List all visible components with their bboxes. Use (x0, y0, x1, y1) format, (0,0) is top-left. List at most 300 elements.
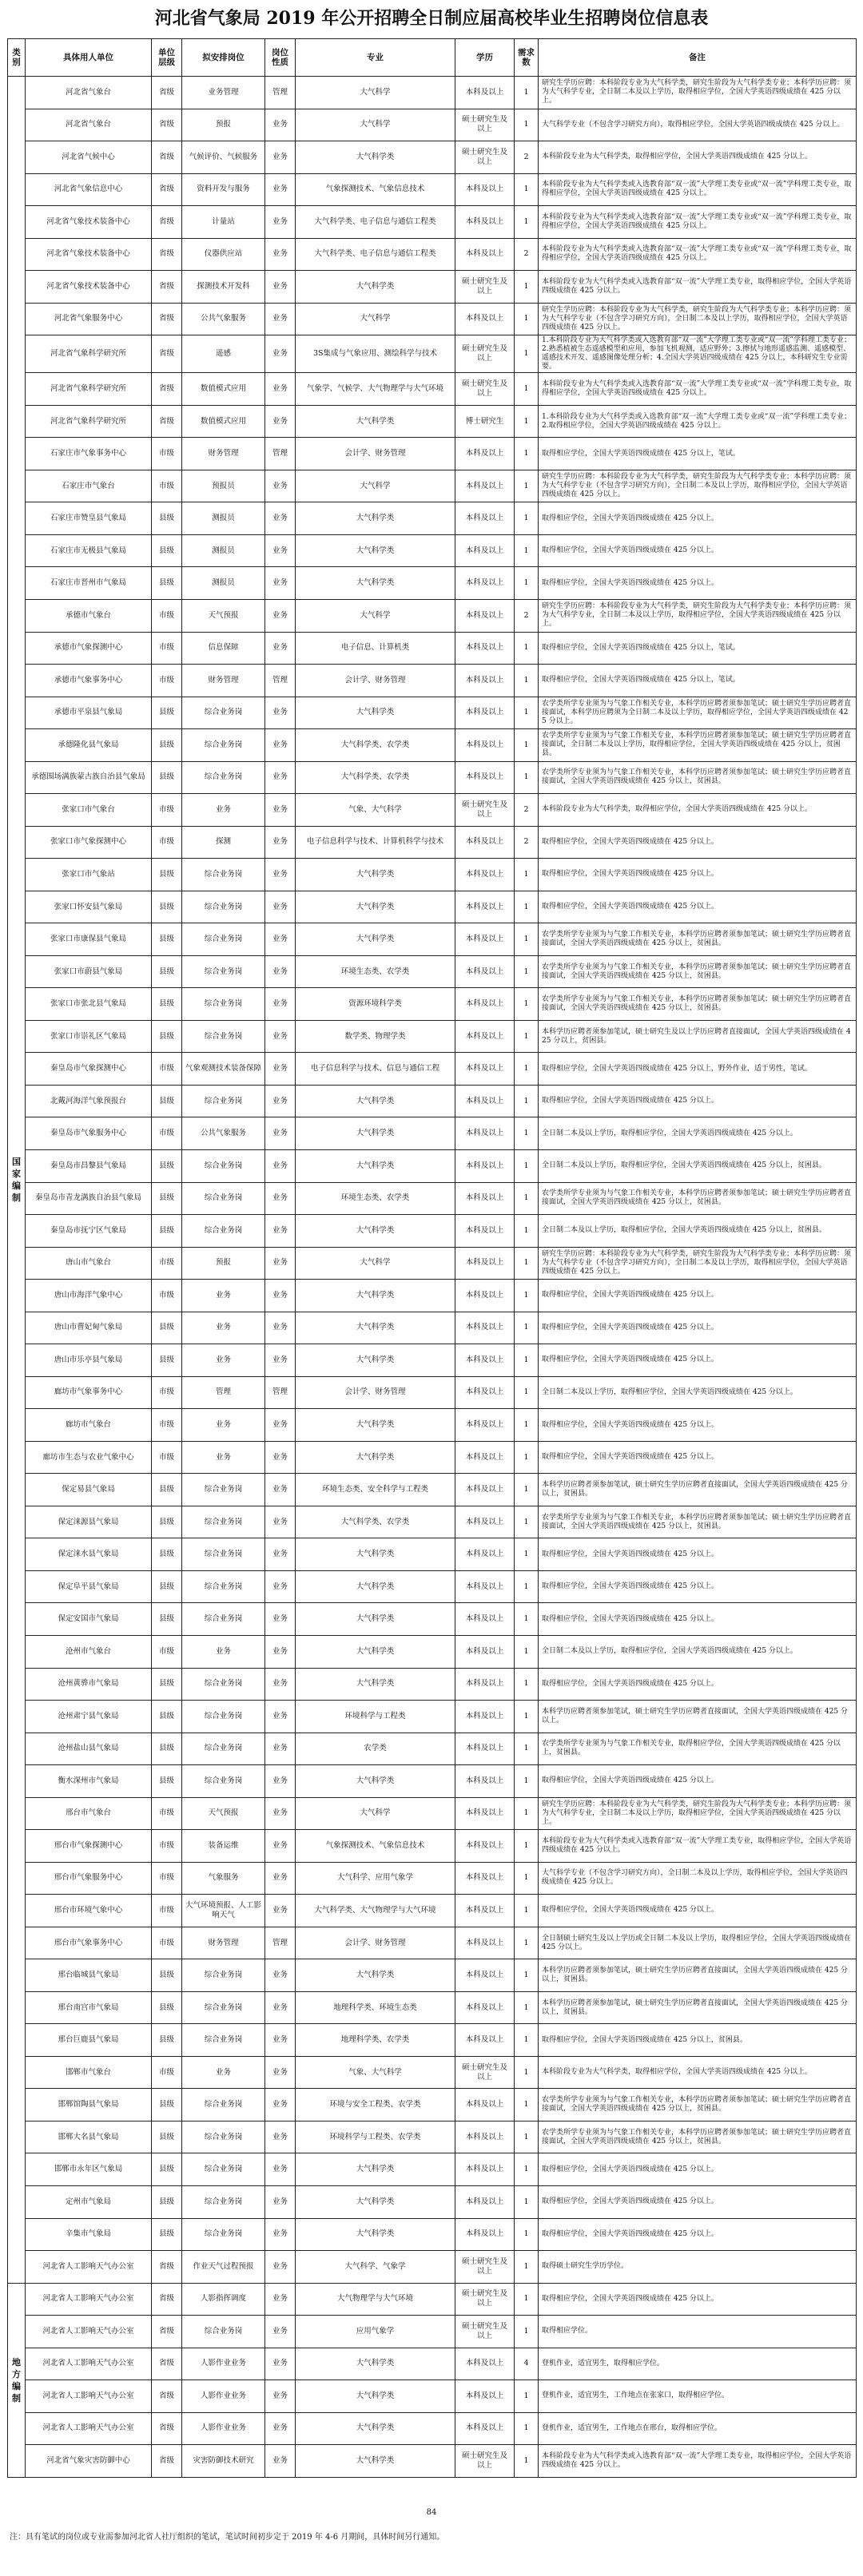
major-cell: 气象学、气候学、大气物理学与大气环境 (296, 373, 455, 406)
remark-cell: 取得相应学位，全国大学英语四级成绩在 425 分以上。 (539, 1280, 857, 1312)
count-cell: 1 (515, 1085, 539, 1117)
table-row (8, 2412, 857, 2445)
major-cell: 农学类 (296, 1733, 455, 1765)
level-cell: 县级 (152, 2218, 182, 2251)
major-cell: 环境科学与工程类、农学类 (296, 2121, 455, 2153)
education-cell: 本科及以上 (455, 1927, 515, 1959)
jobs-table (7, 38, 857, 2478)
position-cell: 综合业务岗 (182, 988, 265, 1021)
table-row (8, 470, 857, 502)
count-cell: 1 (515, 955, 539, 988)
major-cell: 环境与安全工程类、农学类 (296, 2089, 455, 2122)
position-cell: 综合业务岗 (182, 1085, 265, 1117)
education-cell: 本科及以上 (455, 2089, 515, 2122)
nature-cell: 业务 (265, 141, 296, 174)
table-row (8, 2283, 857, 2316)
nature-cell: 业务 (265, 238, 296, 271)
employer-cell: 邢台市环境气象中心 (26, 1895, 152, 1927)
count-cell: 1 (515, 1376, 539, 1409)
remark-cell: 农学类所学专业须为与气象工作相关专业，本科学历应聘者须参加笔试；硕士研究生学历应聘者直接面试，全国大学英语四级成绩在 425 分以上，贫困县。 (539, 2121, 857, 2153)
nature-cell: 业务 (265, 2348, 296, 2380)
table-row (8, 955, 857, 988)
education-cell: 本科及以上 (455, 1085, 515, 1117)
count-cell: 1 (515, 206, 539, 239)
table-row (8, 1020, 857, 1053)
table-row (8, 1247, 857, 1280)
remark-cell: 登机作业，适宜男生，取得相应学位。 (539, 2348, 857, 2380)
employer-cell: 河北省气象科学研究所 (26, 335, 152, 373)
table-row (8, 988, 857, 1021)
remark-cell: 取得相应学位，全国大学英语四级成绩在 425 分以上。 (539, 1895, 857, 1927)
level-cell: 省级 (152, 2445, 182, 2478)
level-cell: 市级 (152, 1441, 182, 1474)
count-cell: 1 (515, 2445, 539, 2478)
position-cell: 综合业务岗 (182, 1603, 265, 1636)
employer-cell: 承德市气象探测中心 (26, 632, 152, 665)
education-cell: 本科及以上 (455, 1409, 515, 1442)
education-cell: 本科及以上 (455, 1506, 515, 1538)
table-row (8, 1280, 857, 1312)
remark-cell: 取得相应学位，全国大学英语四级成绩在 425 分以上，笔试。 (539, 665, 857, 697)
education-cell: 本科及以上 (455, 632, 515, 665)
employer-cell: 河北省气象台 (26, 77, 152, 109)
count-cell: 1 (515, 1506, 539, 1538)
remark-cell: 取得相应学位，全国大学英语四级成绩在 425 分以上。 (539, 2218, 857, 2251)
level-cell: 省级 (152, 2412, 182, 2445)
remark-cell: 本科阶段专业为大气科学类或入选教育部“双一流”大学理工类专业或“双一流”学科理工类专业，取得相应学位，全国大学英语四级成绩在 425 分以上。 (539, 373, 857, 406)
table-row (8, 923, 857, 956)
level-cell: 市级 (152, 599, 182, 632)
nature-cell: 业务 (265, 761, 296, 794)
count-cell: 1 (515, 1635, 539, 1668)
remark-cell: 全日制二本及以上学历，取得相应学位，全国大学英语四级成绩在 425 分以上，贫困县。 (539, 1150, 857, 1183)
education-cell: 本科及以上 (455, 470, 515, 502)
employer-cell: 保定安国市气象局 (26, 1603, 152, 1636)
position-cell: 测报员 (182, 567, 265, 600)
remark-cell: 取得硕士研究生学历学位。 (539, 2251, 857, 2284)
remark-cell: 取得相应学位，全国大学英语四级成绩在 425 分以上。 (539, 1085, 857, 1117)
employer-cell: 河北省气象科学研究所 (26, 405, 152, 438)
remark-cell: 全日制硕士研究生及以上学历或全日制二本及以上学历，取得相应学位，全国大学英语四级成绩在 425 分以上。 (539, 1927, 857, 1959)
employer-cell: 河北省气候中心 (26, 141, 152, 174)
major-cell: 大气科学类 (296, 1344, 455, 1377)
employer-cell: 张家口市气象台 (26, 794, 152, 827)
remark-cell: 大气科学专业（不包含学习研究方向），全日制二本及以上学历，取得相应学位，全国大学英语四级成绩在 425 分以上。 (539, 1862, 857, 1895)
count-cell: 2 (515, 794, 539, 827)
position-cell: 人影作业业务 (182, 2412, 265, 2445)
position-cell: 综合业务岗 (182, 1020, 265, 1053)
employer-cell: 保定涞水县气象局 (26, 1538, 152, 1571)
education-cell: 本科及以上 (455, 1020, 515, 1053)
count-cell: 1 (515, 405, 539, 438)
position-cell: 综合业务岗 (182, 955, 265, 988)
remark-cell: 取得相应学位，全国大学英语四级成绩在 425 分以上。 (539, 859, 857, 891)
major-cell: 地理科学类、环境生态类 (296, 1991, 455, 2024)
position-cell: 综合业务岗 (182, 923, 265, 956)
position-cell: 探测技术开发科 (182, 271, 265, 304)
employer-cell: 沧州肃宁县气象局 (26, 1701, 152, 1733)
count-cell: 1 (515, 1603, 539, 1636)
education-cell: 本科及以上 (455, 1668, 515, 1701)
remark-cell: 研究生学历应聘：本科阶段专业为大气科学类，研究生阶段为大气科学类专业；本科学历应聘：须为大气科学专业，全日制二本及以上学历，取得相应学位，全国大学英语四级成绩在 425 分以上。 (539, 77, 857, 109)
nature-cell: 业务 (265, 2380, 296, 2413)
education-cell: 本科及以上 (455, 1797, 515, 1830)
employer-cell: 承德隆化县气象局 (26, 729, 152, 762)
remark-cell: 登机作业，适宜男生，工作地点在邢台，取得相应学位。 (539, 2412, 857, 2445)
level-cell: 县级 (152, 1765, 182, 1798)
employer-cell: 石家庄市气象台 (26, 470, 152, 502)
level-cell: 县级 (152, 955, 182, 988)
position-cell: 业务 (182, 2056, 265, 2089)
employer-cell: 邢台南宫市气象局 (26, 1991, 152, 2024)
education-cell: 博士研究生 (455, 405, 515, 438)
employer-cell: 河北省人工影响天气办公室 (26, 2380, 152, 2413)
employer-cell: 辛集市气象局 (26, 2218, 152, 2251)
table-row (8, 1053, 857, 1086)
table-row (8, 271, 857, 304)
nature-cell: 业务 (265, 109, 296, 141)
count-cell: 1 (515, 109, 539, 141)
table-row (8, 1991, 857, 2024)
position-cell: 综合业务岗 (182, 2186, 265, 2219)
position-cell: 财务管理 (182, 665, 265, 697)
education-cell: 本科及以上 (455, 1991, 515, 2024)
position-cell: 综合业务岗 (182, 729, 265, 762)
table-row (8, 891, 857, 923)
nature-cell: 业务 (265, 2218, 296, 2251)
level-cell: 省级 (152, 173, 182, 206)
education-cell: 本科及以上 (455, 1603, 515, 1636)
count-cell: 1 (515, 303, 539, 335)
remark-cell: 农学类所学专业须为与气象工作相关专业，本科学历应聘者须参加笔试；硕士研究生学历应聘者直接面试，全国大学英语四级成绩在 425 分以上，贫困县。 (539, 2089, 857, 2122)
table-row (8, 1927, 857, 1959)
position-cell: 资料开发与服务 (182, 173, 265, 206)
position-cell: 数值模式应用 (182, 373, 265, 406)
remark-cell: 取得相应学位，全国大学英语四级成绩在 425 分以上。 (539, 1409, 857, 1442)
level-cell: 县级 (152, 988, 182, 1021)
education-cell: 硕士研究生及以上 (455, 109, 515, 141)
count-cell: 1 (515, 271, 539, 304)
count-cell: 1 (515, 1117, 539, 1150)
nature-cell: 业务 (265, 1991, 296, 2024)
level-cell: 省级 (152, 271, 182, 304)
employer-cell: 沧州盐山县气象局 (26, 1733, 152, 1765)
nature-cell: 业务 (265, 1474, 296, 1506)
level-cell: 县级 (152, 1668, 182, 1701)
level-cell: 市级 (152, 1409, 182, 1442)
education-cell: 本科及以上 (455, 1959, 515, 1992)
nature-cell: 业务 (265, 826, 296, 859)
employer-cell: 河北省气象台 (26, 109, 152, 141)
major-cell: 大气科学类 (296, 567, 455, 600)
education-cell: 本科及以上 (455, 1570, 515, 1603)
remark-cell: 全日制二本及以上学历，取得相应学位，全国大学英语四级成绩在 425 分以上。 (539, 1376, 857, 1409)
remark-cell: 研究生学历应聘：本科阶段专业为大气科学类，研究生阶段为大气科学类专业；本科学历应聘：须为大气科学专业，全日制二本及以上学历，取得相应学位，全国大学英语四级成绩在 425 分以上。 (539, 599, 857, 632)
education-cell: 本科及以上 (455, 1053, 515, 1086)
remark-cell: 本科学历应聘者须参加笔试，硕士研究生学历应聘者直接面试，全国大学英语四级成绩在 425 分以上，贫困县。 (539, 1991, 857, 2024)
education-cell: 本科及以上 (455, 1733, 515, 1765)
position-cell: 业务 (182, 1635, 265, 1668)
position-cell: 气象观测技术装备保障 (182, 1053, 265, 1086)
major-cell: 大气科学类 (296, 1409, 455, 1442)
major-cell: 大气科学类、农学类 (296, 729, 455, 762)
education-cell: 本科及以上 (455, 2412, 515, 2445)
header-row (8, 39, 857, 77)
nature-cell: 业务 (265, 1538, 296, 1571)
nature-cell: 业务 (265, 1765, 296, 1798)
nature-cell: 业务 (265, 303, 296, 335)
major-cell: 大气科学类 (296, 1603, 455, 1636)
major-cell: 大气科学 (296, 1247, 455, 1280)
table-row (8, 2251, 857, 2284)
count-cell: 1 (515, 2186, 539, 2219)
major-cell: 大气科学类 (296, 697, 455, 729)
education-cell: 本科及以上 (455, 206, 515, 239)
level-cell: 县级 (152, 1701, 182, 1733)
nature-cell: 管理 (265, 665, 296, 697)
education-cell: 本科及以上 (455, 1247, 515, 1280)
level-cell: 县级 (152, 1570, 182, 1603)
category-cell: 地方编制 (8, 2283, 26, 2477)
major-cell: 大气科学 (296, 470, 455, 502)
remark-cell: 本科阶段专业为大气科学类或入选教育部“双一流”大学理工类专业，取得相应学位，全国大学英语四级成绩在 425 分以上。 (539, 2445, 857, 2478)
count-cell: 1 (515, 1020, 539, 1053)
level-cell: 市级 (152, 470, 182, 502)
major-cell: 大气科学类、电子信息与通信工程类 (296, 238, 455, 271)
education-cell: 本科及以上 (455, 1376, 515, 1409)
level-cell: 县级 (152, 859, 182, 891)
nature-cell: 业务 (265, 2412, 296, 2445)
page-title: 河北省气象局 2019 年公开招聘全日制应届高校毕业生招聘岗位信息表 (154, 8, 709, 29)
employer-cell: 秦皇岛市气象探测中心 (26, 1053, 152, 1086)
count-cell: 2 (515, 141, 539, 174)
nature-cell: 业务 (265, 2121, 296, 2153)
major-cell: 大气科学类 (296, 1215, 455, 1248)
table-row (8, 1570, 857, 1603)
level-cell: 省级 (152, 109, 182, 141)
remark-cell: 取得相应学位，全国大学英语四级成绩在 425 分以上。 (539, 1668, 857, 1701)
employer-cell: 衡水深州市气象局 (26, 1765, 152, 1798)
level-cell: 省级 (152, 141, 182, 174)
position-cell: 业务 (182, 1441, 265, 1474)
major-cell: 大气科学类 (296, 923, 455, 956)
position-cell: 业务 (182, 1280, 265, 1312)
position-cell: 综合业务岗 (182, 1991, 265, 2024)
count-cell: 1 (515, 761, 539, 794)
table-row (8, 2089, 857, 2122)
count-cell: 1 (515, 335, 539, 373)
level-cell: 市级 (152, 665, 182, 697)
level-cell: 县级 (152, 1085, 182, 1117)
employer-cell: 定州市气象局 (26, 2186, 152, 2219)
remark-cell: 取得相应学位，全国大学英语四级成绩在 425 分以上。 (539, 567, 857, 600)
nature-cell: 业务 (265, 1085, 296, 1117)
position-cell: 天气预报 (182, 1797, 265, 1830)
remark-cell: 取得相应学位，全国大学英语四级成绩在 425 分以上。 (539, 2283, 857, 2316)
nature-cell: 业务 (265, 891, 296, 923)
education-cell: 本科及以上 (455, 238, 515, 271)
position-cell: 业务 (182, 794, 265, 827)
major-cell: 大气科学类 (296, 2412, 455, 2445)
position-cell: 管理 (182, 1376, 265, 1409)
major-cell: 气象、大气科学 (296, 794, 455, 827)
remark-cell: 1.本科阶段专业为大气科学类或入选教育部“双一流”大学理工类专业或“双一流”学科理工类专业；2.熟悉植被生态遥感模型和应用，参加飞机观测，适应野外；3.擦拭与地形遥感监测、遥感模型、遥感技术开发、遥感图像处理分析；4.全国大学英语四级成绩在 425 分以上，本科研究生专业需要。 (539, 335, 857, 373)
employer-cell: 唐山市曹妃甸气象局 (26, 1312, 152, 1344)
remark-cell: 本科阶段专业为大气科学类或入选教育部“双一流”大学理工类专业或“双一流”学科理工类专业，取得相应学位，全国大学英语四级成绩在 425 分以上。 (539, 206, 857, 239)
nature-cell: 业务 (265, 1247, 296, 1280)
remark-cell: 取得相应学位，全国大学英语四级成绩在 425 分以上，笔试。 (539, 632, 857, 665)
level-cell: 县级 (152, 502, 182, 535)
count-cell: 1 (515, 2380, 539, 2413)
education-cell: 硕士研究生及以上 (455, 2251, 515, 2284)
table-row (8, 2380, 857, 2413)
position-cell: 综合业务岗 (182, 1150, 265, 1183)
employer-cell: 秦皇岛市青龙满族自治县气象局 (26, 1182, 152, 1215)
major-cell: 环境生态类、安全科学与工程类 (296, 1474, 455, 1506)
employer-cell: 河北省气象技术装备中心 (26, 238, 152, 271)
level-cell: 县级 (152, 891, 182, 923)
level-cell: 县级 (152, 1150, 182, 1183)
table-row (8, 303, 857, 335)
major-cell: 大气科学类 (296, 891, 455, 923)
employer-cell: 秦皇岛市抚宁区气象局 (26, 1215, 152, 1248)
employer-cell: 保定涞源县气象局 (26, 1506, 152, 1538)
count-cell: 1 (515, 1991, 539, 2024)
major-cell: 大气科学类 (296, 2445, 455, 2478)
level-cell: 省级 (152, 238, 182, 271)
count-cell: 1 (515, 1830, 539, 1863)
major-cell: 大气科学类 (296, 502, 455, 535)
major-cell: 大气科学类 (296, 271, 455, 304)
table-row (8, 1150, 857, 1183)
education-cell: 本科及以上 (455, 988, 515, 1021)
count-cell: 1 (515, 77, 539, 109)
table-row (8, 665, 857, 697)
table-row (8, 1312, 857, 1344)
count-cell: 1 (515, 1215, 539, 1248)
remark-cell: 研究生学历应聘：本科阶段专业为大气科学类，研究生阶段为大气科学类专业；本科学历应聘：须为大气科学专业（不包含学习研究方向），全日制二本及以上学历，取得相应学位，全国大学英语四级成绩在 425 分以上。 (539, 470, 857, 502)
count-cell: 1 (515, 1668, 539, 1701)
employer-cell: 邢台市气象事务中心 (26, 1927, 152, 1959)
employer-cell: 沧州市气象台 (26, 1635, 152, 1668)
count-cell: 1 (515, 1797, 539, 1830)
major-cell: 大气科学类 (296, 2380, 455, 2413)
position-cell: 仪器供应站 (182, 238, 265, 271)
nature-cell: 业务 (265, 1409, 296, 1442)
remark-cell: 取得相应学位，全国大学英语四级成绩在 425 分以上。 (539, 826, 857, 859)
remark-cell: 农学类所学专业须为与气象工作相关专业，本科学历应聘者须参加笔试；硕士研究生学历应聘者直接面试，本科学历应聘须为全日制二本及以上学历，取得相应学位，全国大学英语四级成绩在 425 分以上。 (539, 697, 857, 729)
nature-cell: 业务 (265, 2251, 296, 2284)
level-cell: 市级 (152, 1247, 182, 1280)
nature-cell: 业务 (265, 2153, 296, 2186)
position-cell: 气候评价、气候服务 (182, 141, 265, 174)
level-cell: 省级 (152, 2348, 182, 2380)
employer-cell: 唐山市气象台 (26, 1247, 152, 1280)
remark-cell: 取得相应学位，全国大学英语四级成绩在 425 分以上。 (539, 502, 857, 535)
table-row (8, 373, 857, 406)
remark-cell: 1.本科阶段专业为大气科学类或入选教育部“双一流”大学理工类专业或“双一流”学科理工类专业；2.取得相应学位，全国大学英语四级成绩在 425 分以上。 (539, 405, 857, 438)
employer-cell: 张家口怀安县气象局 (26, 891, 152, 923)
position-cell: 综合业务岗 (182, 761, 265, 794)
major-cell: 大气科学类 (296, 1312, 455, 1344)
count-cell: 1 (515, 2283, 539, 2316)
education-cell: 本科及以上 (455, 1441, 515, 1474)
position-cell: 预报 (182, 109, 265, 141)
count-cell: 1 (515, 1862, 539, 1895)
employer-cell: 邯郸大名县气象局 (26, 2121, 152, 2153)
employer-cell: 廊坊市生态与农业气象中心 (26, 1441, 152, 1474)
position-cell: 装备运维 (182, 1830, 265, 1863)
nature-cell: 业务 (265, 1701, 296, 1733)
count-cell: 1 (515, 470, 539, 502)
position-cell: 综合业务岗 (182, 1215, 265, 1248)
count-cell: 1 (515, 1701, 539, 1733)
footnote: 注：具有笔试的岗位或专业需参加河北省人社厅组织的笔试，笔试时间初步定于 2019 年 4-6 月期间，具体时间另行通知。 (10, 2533, 445, 2542)
remark-cell: 农学类所学专业须为与气象工作相关专业，本科学历应聘者须参加笔试；硕士研究生学历应聘者直接面试，全国大学英语四级成绩在 425 分以上，贫困县。 (539, 955, 857, 988)
education-cell: 本科及以上 (455, 77, 515, 109)
remark-cell: 取得相应学位，全国大学英语四级成绩在 425 分以上。 (539, 534, 857, 567)
nature-cell: 业务 (265, 2283, 296, 2316)
table-row (8, 77, 857, 109)
nature-cell: 业务 (265, 1182, 296, 1215)
table-row (8, 206, 857, 239)
employer-cell: 保定阜平县气象局 (26, 1570, 152, 1603)
remark-cell: 本科阶段专业为大气科学类，取得相应学位，全国大学英语四级成绩在 425 分以上。 (539, 141, 857, 174)
major-cell: 大气科学类、农学类 (296, 1506, 455, 1538)
table-row (8, 1215, 857, 1248)
table-row (8, 2186, 857, 2219)
remark-cell: 农学类所学专业须为与气象工作相关专业，本科学历应聘者须参加笔试；硕士研究生学历应聘者直接面试，全国大学英语四级成绩在 425 分以上，贫困县。 (539, 1182, 857, 1215)
table-row (8, 2348, 857, 2380)
education-cell: 硕士研究生及以上 (455, 335, 515, 373)
major-cell: 大气科学类 (296, 1085, 455, 1117)
education-cell: 本科及以上 (455, 438, 515, 470)
major-cell: 气象探测技术、气象信息技术 (296, 173, 455, 206)
count-cell: 1 (515, 2412, 539, 2445)
position-cell: 综合业务岗 (182, 1765, 265, 1798)
major-cell: 大气科学类 (296, 1570, 455, 1603)
col-header-category: 类别 (8, 39, 26, 77)
nature-cell: 业务 (265, 1117, 296, 1150)
education-cell: 本科及以上 (455, 2024, 515, 2057)
level-cell: 县级 (152, 2186, 182, 2219)
major-cell: 大气科学类 (296, 1280, 455, 1312)
employer-cell: 河北省气象科学研究所 (26, 373, 152, 406)
education-cell: 本科及以上 (455, 1862, 515, 1895)
position-cell: 综合业务岗 (182, 1538, 265, 1571)
position-cell: 综合业务岗 (182, 2316, 265, 2348)
education-cell: 本科及以上 (455, 1215, 515, 1248)
remark-cell: 本科学历应聘者须参加笔试，硕士研究生学历应聘者直接面试，全国大学英语四级成绩在 425 分以上，贫困县。 (539, 1474, 857, 1506)
remark-cell: 全日制二本及以上学历，取得相应学位，全国大学英语四级成绩在 425 分以上，贫困县。 (539, 1215, 857, 1248)
remark-cell: 本科学历应聘者须参加笔试，硕士研究生及以上学历应聘者直接面试，全国大学英语四级成绩在 425 分以上，贫困县。 (539, 1020, 857, 1053)
col-header-education: 学历 (455, 39, 515, 77)
position-cell: 业务 (182, 1344, 265, 1377)
nature-cell: 业务 (265, 567, 296, 600)
level-cell: 市级 (152, 1280, 182, 1312)
major-cell: 环境科学与工程类 (296, 1701, 455, 1733)
nature-cell: 业务 (265, 1959, 296, 1992)
position-cell: 遥感 (182, 335, 265, 373)
nature-cell: 业务 (265, 1020, 296, 1053)
table-row (8, 2316, 857, 2348)
major-cell: 大气物理学与大气环境 (296, 2283, 455, 2316)
count-cell: 1 (515, 502, 539, 535)
level-cell: 省级 (152, 206, 182, 239)
employer-cell: 邯郸馆陶县气象局 (26, 2089, 152, 2122)
position-cell: 综合业务岗 (182, 1701, 265, 1733)
remark-cell: 农学类所学专业须为与气象工作相关专业，本科学历应聘者须参加笔试；硕士研究生学历应聘者直接面试，全国大学英语四级成绩在 425 分以上，贫困县。 (539, 923, 857, 956)
